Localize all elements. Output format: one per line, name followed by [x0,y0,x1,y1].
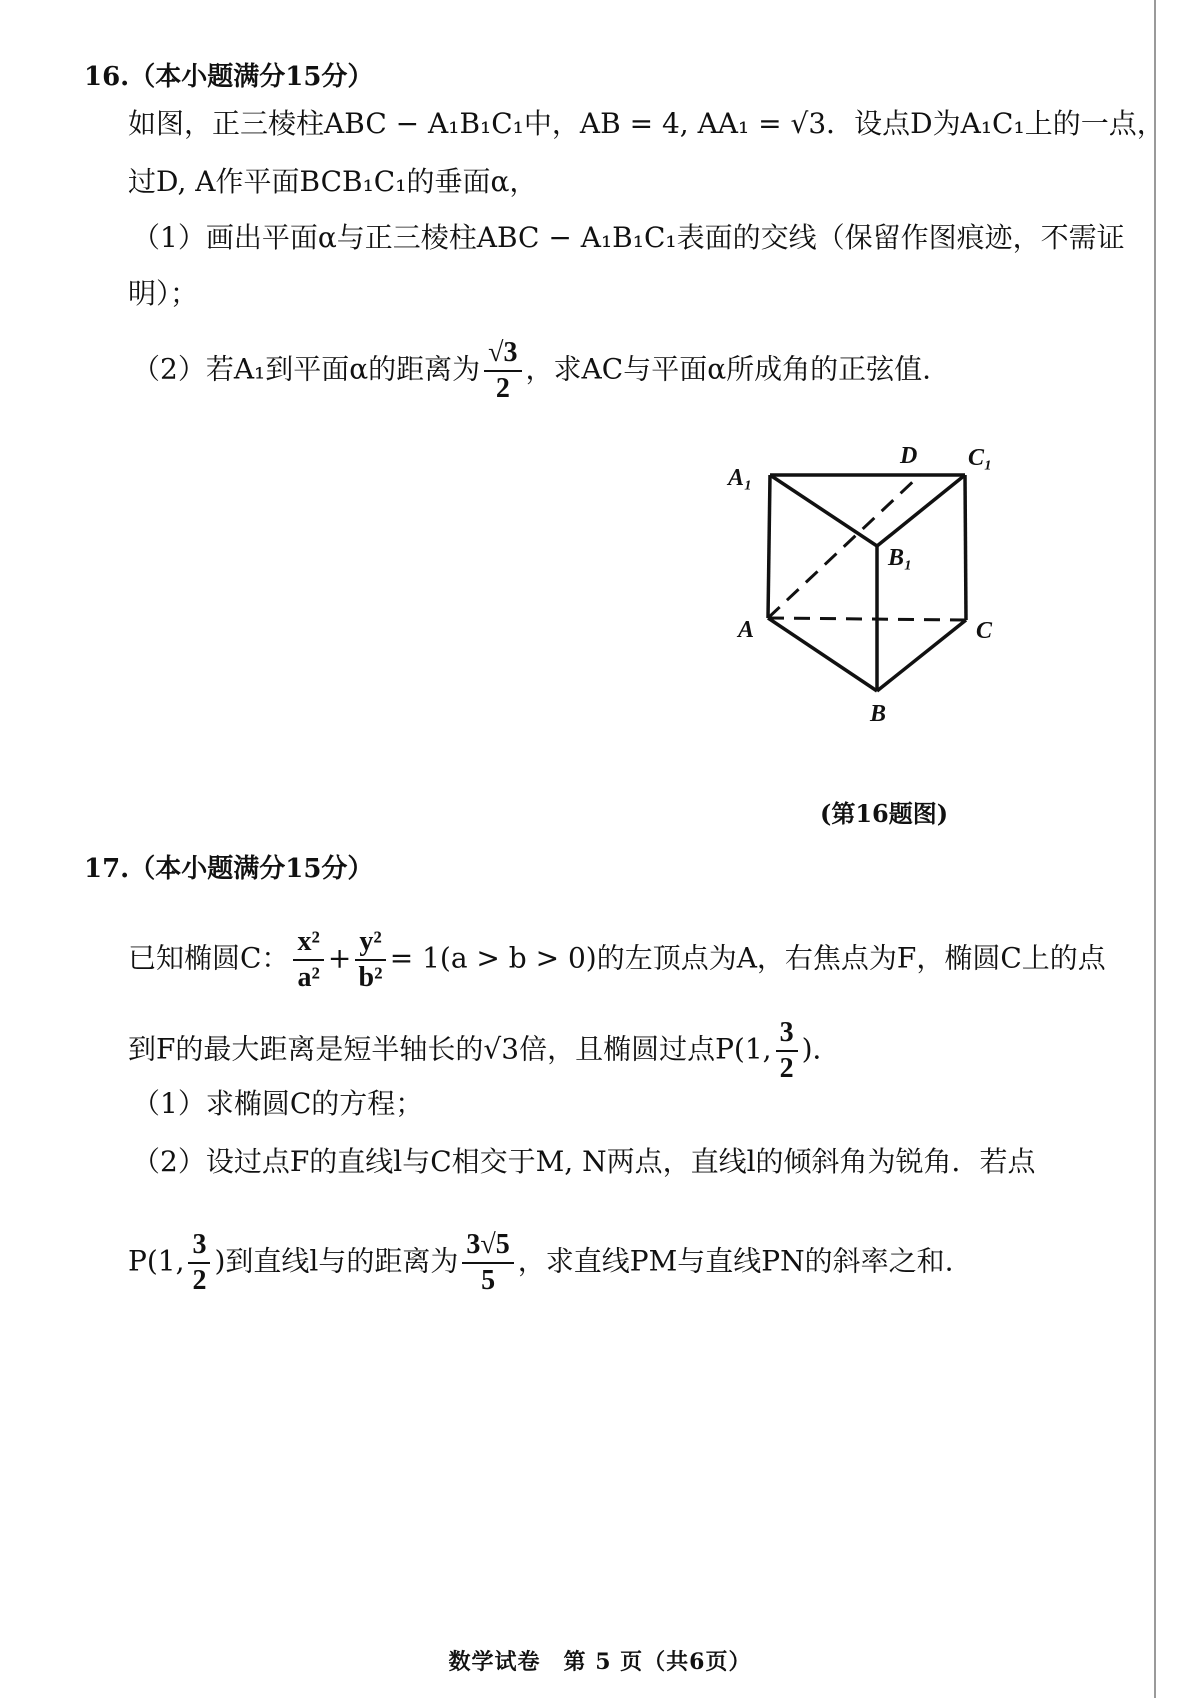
q17-line2-post: )． [801,1032,841,1066]
fraction-three-halves [776,1016,798,1086]
edge-a1b1 [770,475,877,546]
edge-cc1 [965,475,966,620]
figure-caption: (第16题图) [820,799,949,828]
q16-line1: 如图，正三棱柱ABC − A₁B₁C₁中，AB = 4, AA₁ = √3．设点D为A₁C₁上的一点， [128,107,1165,140]
plus-sign: + [327,941,352,975]
edge-aa1 [768,475,770,618]
q16-part2-post: ，求AC与平面α所成角的正弦值. [525,352,932,386]
fraction-numerator: 3√5 [462,1228,513,1264]
q17-line2 [128,1016,841,1086]
q17-part2-line-a: （2）设过点F的直线l与C相交于M, N两点，直线l的倾斜角为锐角．若点 [132,1145,1036,1178]
q16-part1-line-b: 明）； [128,277,199,310]
label-c: C [976,618,993,644]
q17-part1: （1）求椭圆C的方程； [132,1087,424,1120]
fraction-numerator: x² [293,925,323,961]
fraction-denominator: 2 [192,1265,207,1296]
q17-part2b-mid: )到直线l与的距离为 [214,1244,459,1278]
fraction-numerator: 3 [776,1016,798,1052]
fraction-y-over-b [355,925,385,995]
edge-ab [768,618,877,691]
page-footer: 数学试卷 第 5 页（共6页） [448,1649,752,1675]
q16-part2 [132,336,931,406]
q17-line1 [128,925,1106,995]
q16-number: 16.（本小题满分15分） [84,62,374,92]
q16-distance-fraction [484,336,521,406]
q17-number: 17.（本小题满分15分） [84,854,374,884]
label-b: B [870,701,887,727]
edge-bc [877,620,966,691]
fraction-denominator: 5 [481,1265,496,1296]
fraction-numerator: 3 [188,1228,210,1264]
q17-part2b-pre: P(1, [128,1244,185,1278]
label-a1: A₁ [728,465,753,491]
q16-line2: 过D, A作平面BCB₁C₁的垂面α， [128,165,538,198]
fraction-denominator: 2 [779,1053,794,1084]
q17-line2-pre: 到F的最大距离是短半轴长的√3倍，且椭圆过点P(1, [128,1032,772,1066]
fraction-denominator: a² [297,962,320,993]
label-d: D [900,443,918,469]
q17-part2-line-b [128,1228,954,1298]
fraction-x-over-a [293,925,323,995]
label-c1: C₁ [968,445,993,471]
fraction-numerator: y² [355,925,385,961]
fraction-numerator: √3 [484,336,521,372]
fraction-distance [462,1228,513,1298]
label-a: A [738,617,755,643]
fraction-three-halves [188,1228,210,1298]
fraction-denominator: 2 [495,373,510,404]
q16-part1-line-a: （1）画出平面α与正三棱柱ABC − A₁B₁C₁表面的交线（保留作图痕迹，不需证 [132,221,1125,254]
q16-part2-pre: （2）若A₁到平面α的距离为 [132,352,481,386]
fraction-denominator: b² [358,962,383,993]
edge-b1c1 [877,475,965,546]
label-b1: B₁ [888,545,913,571]
triangular-prism-figure [728,443,1080,785]
q17-line1-pre: 已知椭圆C： [128,941,290,975]
q17-part2b-post: ，求直线PM与直线PN的斜率之和. [517,1244,954,1278]
hidden-edge-ac [768,618,966,620]
q17-line1-post: = 1(a > b > 0)的左顶点为A，右焦点为F，椭圆C上的点 [389,941,1106,975]
page-edge-line [1154,0,1156,1698]
